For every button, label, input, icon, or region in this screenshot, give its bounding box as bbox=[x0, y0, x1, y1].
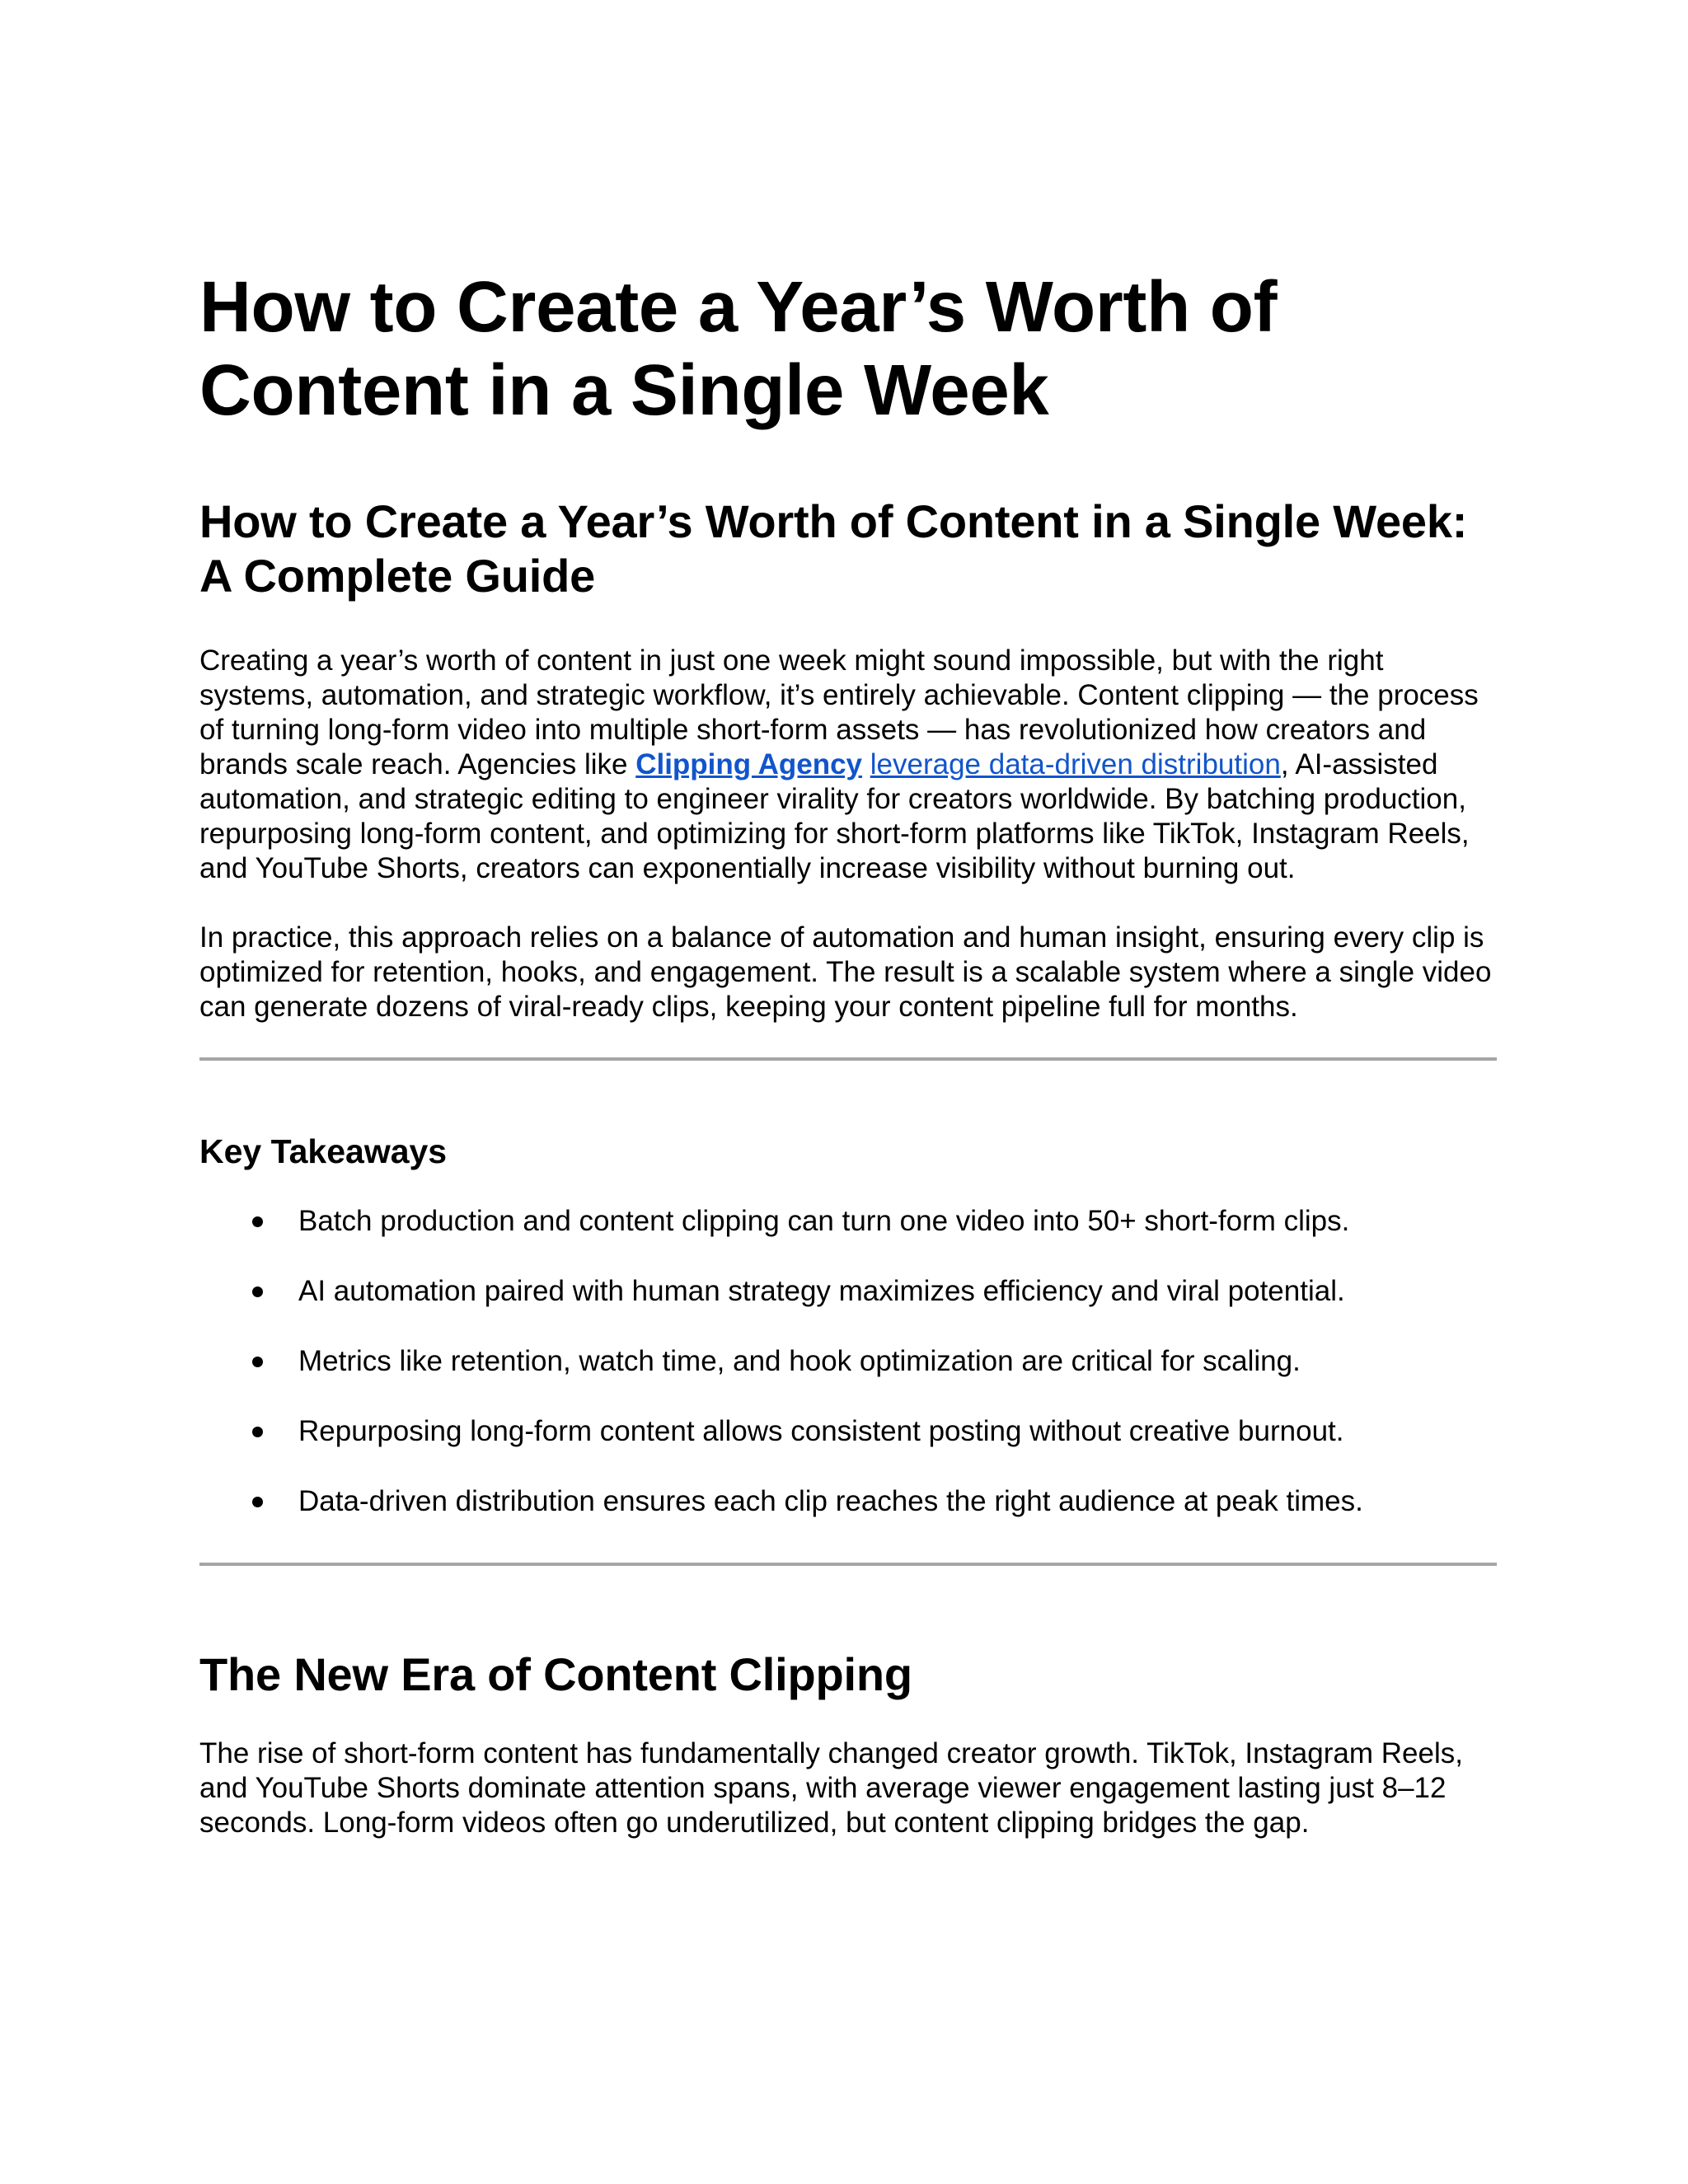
key-takeaways-list bbox=[199, 1204, 1497, 1519]
intro-paragraph-1 bbox=[199, 644, 1497, 886]
list-item bbox=[199, 1204, 1497, 1239]
intro-text-before-link: Creating a year’s worth of content in just one week might sound impossible, but with the right systems, automation, and strategic workflow, it’s entirely achievable. Content clipping — the process of turning long-form video into multiple short-form assets — has revolutionized how creators and brands scale reach. Agencies like bbox=[199, 644, 1479, 780]
divider-2 bbox=[199, 1563, 1497, 1566]
list-item bbox=[199, 1344, 1497, 1379]
section-paragraph: The rise of short-form content has fundamentally changed creator growth. TikTok, Instagram Reels, and YouTube Shorts dominate attention spans, with average viewer engagement lasting just 8–12 seconds. Long-form videos often go underutilized, but content clipping bridges the gap. bbox=[199, 1737, 1463, 1839]
key-takeaways-heading: Key Takeaways bbox=[199, 1132, 448, 1170]
clipping-agency-link[interactable]: Clipping Agency bbox=[635, 748, 863, 780]
list-item-text: Metrics like retention, watch time, and hook optimization are critical for scaling. bbox=[298, 1345, 1301, 1377]
list-item bbox=[199, 1274, 1497, 1309]
list-item-text: Batch production and content clipping can turn one video into 50+ short-form clips. bbox=[298, 1205, 1350, 1237]
bullet-icon bbox=[252, 1427, 263, 1437]
list-item bbox=[199, 1414, 1497, 1449]
intro-text-after-link: , AI-assisted automation, and strategic editing to engineer virality for creators worldwide. By batching production, repurposing long-form content, and optimizing for short-form platforms like TikTok, Instagram Reels, and YouTube Shorts, creators can exponentially increase visibility without burning out. bbox=[199, 748, 1470, 884]
data-driven-distribution-link[interactable]: leverage data-driven distribution bbox=[870, 748, 1281, 780]
section-heading: The New Era of Content Clipping bbox=[199, 1648, 912, 1700]
divider-1 bbox=[199, 1057, 1497, 1061]
bullet-icon bbox=[252, 1216, 263, 1227]
list-item-text: Repurposing long-form content allows consistent posting without creative burnout. bbox=[298, 1415, 1344, 1447]
document-title: How to Create a Year’s Worth of Content in a Single Week bbox=[199, 267, 1278, 430]
link-space bbox=[862, 748, 870, 780]
intro-paragraph-2: In practice, this approach relies on a balance of automation and human insight, ensuring every clip is optimized for retention, hooks, and engagement. The result is a scalable system where a single video can generate dozens of viral-ready clips, keeping your content pipeline full for months. bbox=[199, 921, 1492, 1023]
document-subtitle: How to Create a Year’s Worth of Content in a Single Week: A Complete Guide bbox=[199, 495, 1468, 602]
bullet-icon bbox=[252, 1357, 263, 1367]
list-item bbox=[199, 1484, 1497, 1519]
bullet-icon bbox=[252, 1497, 263, 1507]
list-item-text: Data-driven distribution ensures each clip reaches the right audience at peak times. bbox=[298, 1485, 1363, 1517]
list-item-text: AI automation paired with human strategy maximizes efficiency and viral potential. bbox=[298, 1275, 1345, 1307]
document-page bbox=[199, 265, 1497, 1840]
bullet-icon bbox=[252, 1286, 263, 1297]
